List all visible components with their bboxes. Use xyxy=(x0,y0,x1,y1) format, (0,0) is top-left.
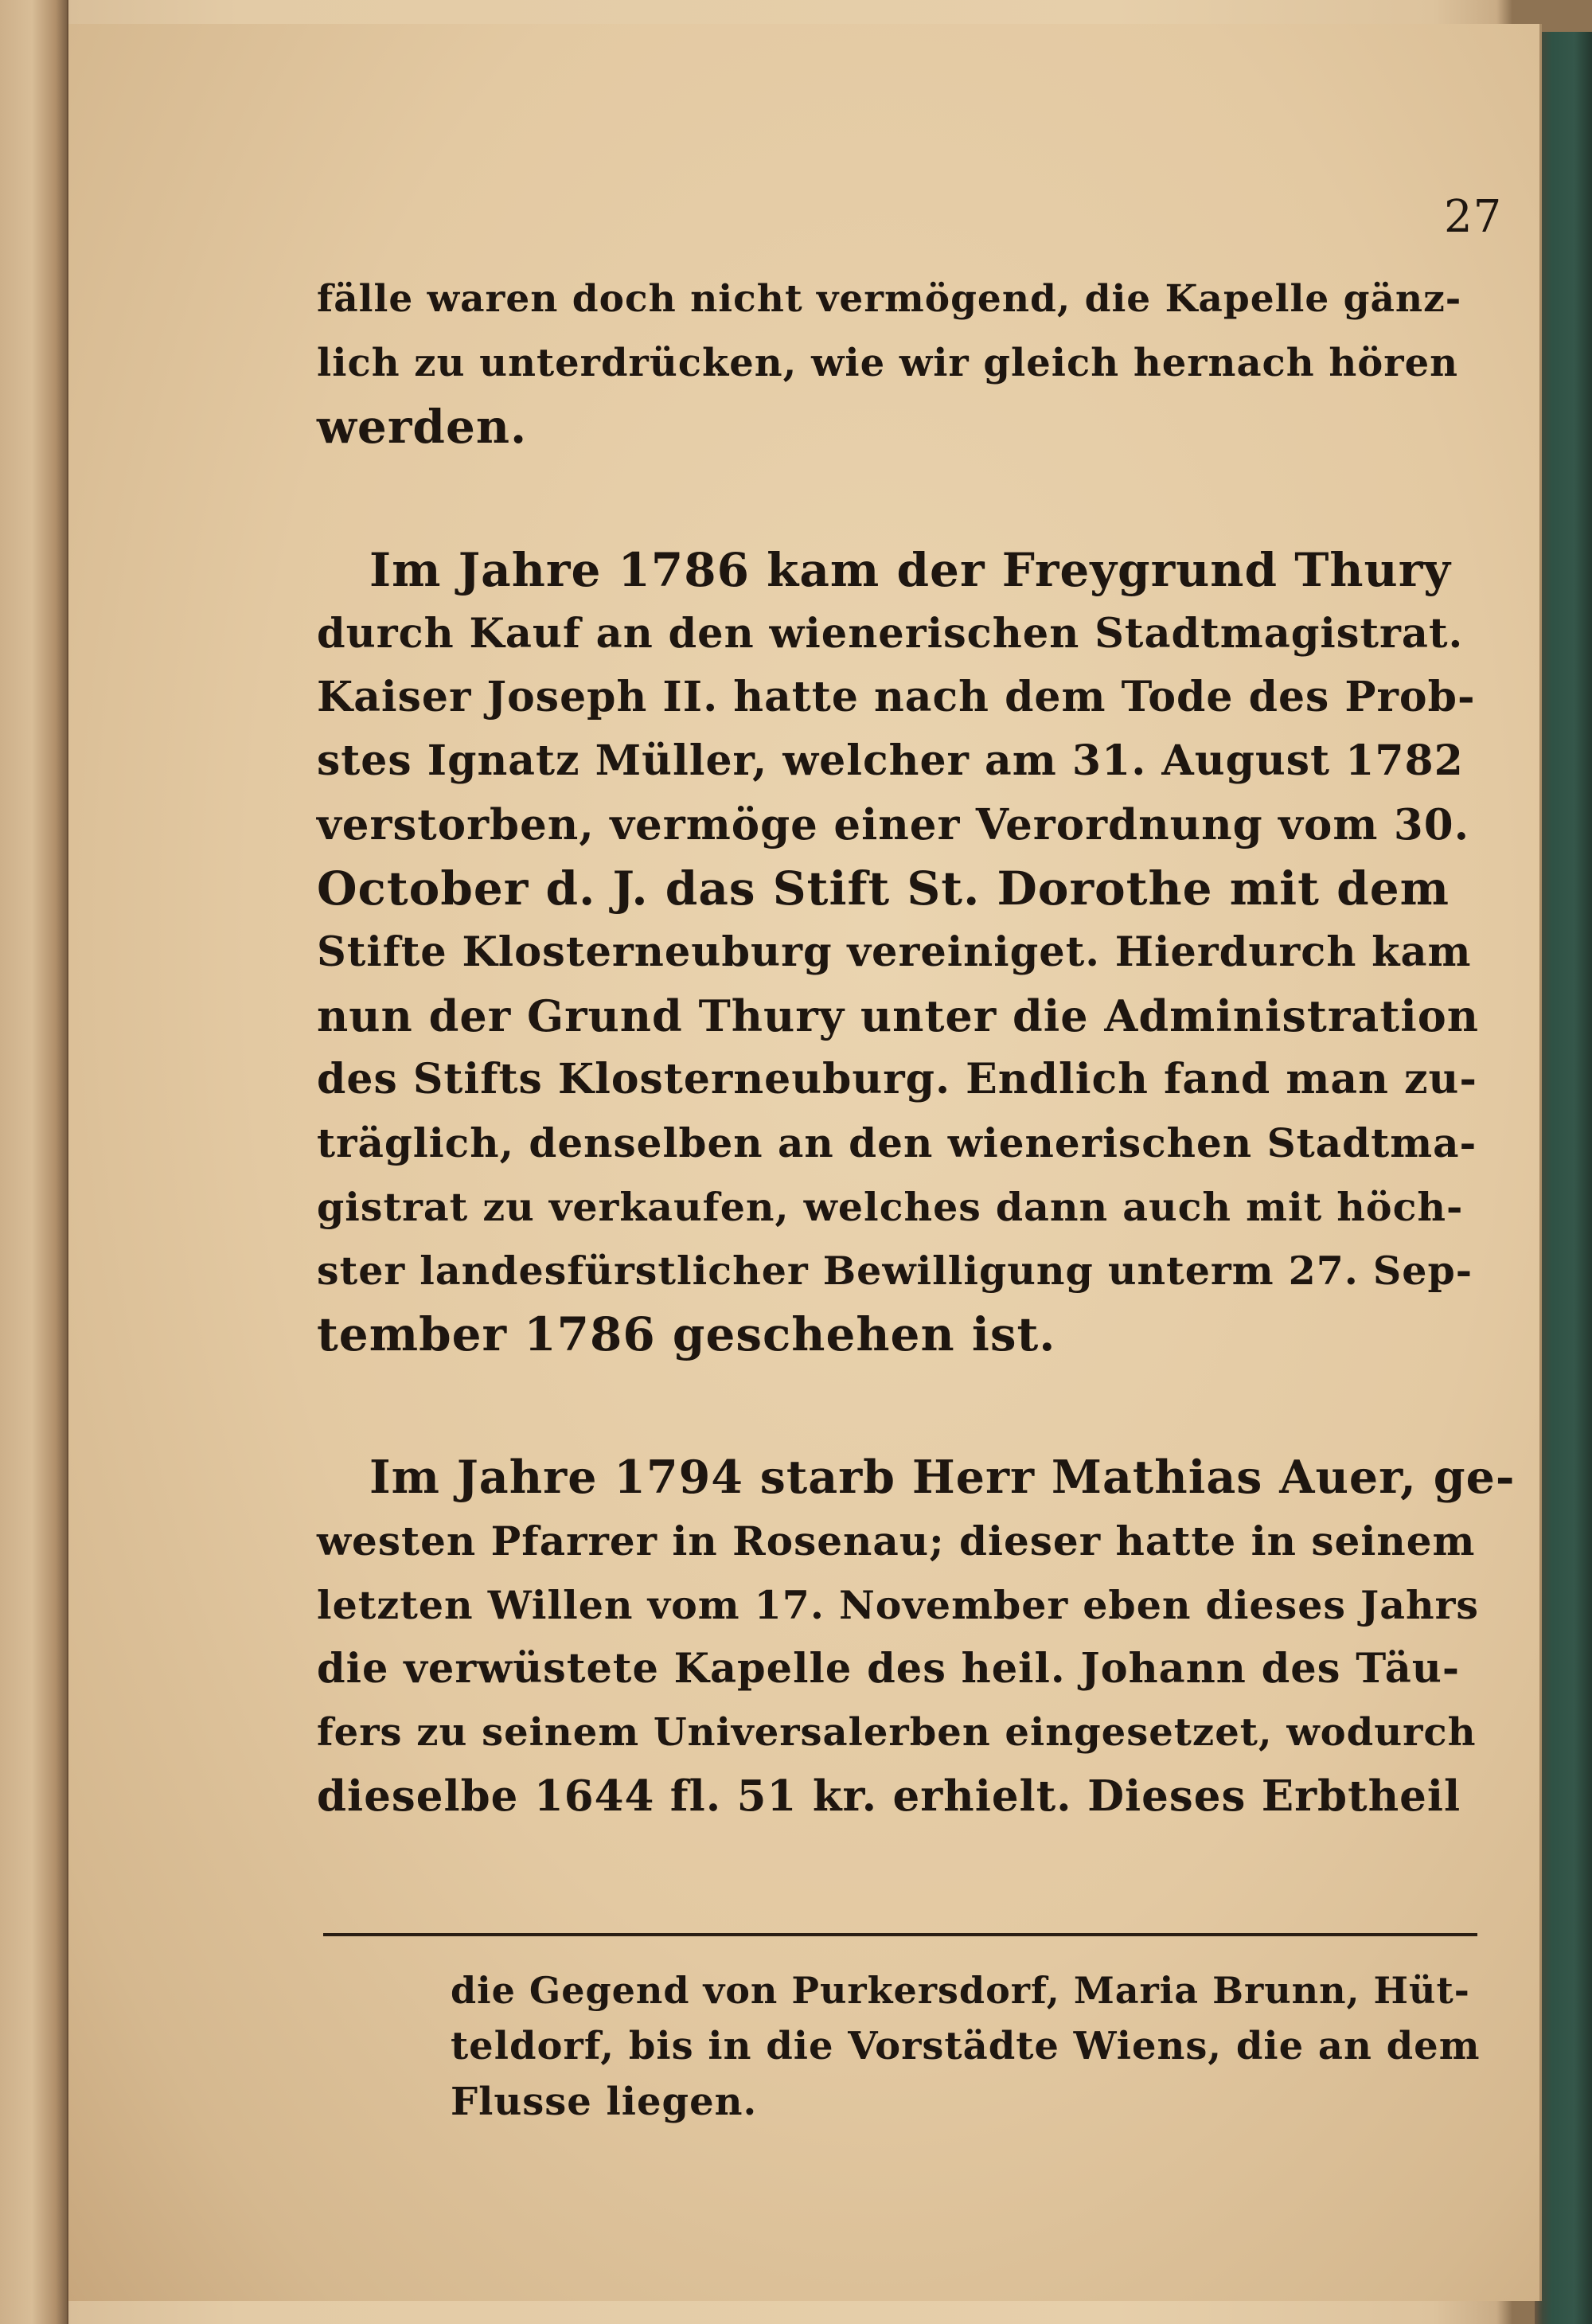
footnote-line: teldorf, bis in die Vorstädte Wiens, die an dem xyxy=(451,2024,1481,2068)
text-line: die verwüstete Kapelle des heil. Johann des Täu- xyxy=(317,1645,1461,1693)
footnote-line: die Gegend von Purkersdorf, Maria Brunn, Hüt- xyxy=(451,1969,1470,2012)
text-line: Stifte Klosterneuburg vereiniget. Hierdurch kam xyxy=(317,928,1472,976)
text-line: gistrat zu verkaufen, welches dann auch mit höch- xyxy=(317,1184,1464,1230)
text-line: verstorben, vermöge einer Verordnung vom 30. xyxy=(317,800,1470,850)
text-line: fers zu seinem Universalerben eingesetzet, wodurch xyxy=(317,1710,1477,1755)
text-line: fälle waren doch nicht vermögend, die Kapelle gänz- xyxy=(317,277,1462,321)
text-line: träglich, denselben an den wienerischen Stadtma- xyxy=(317,1119,1477,1166)
text-line: durch Kauf an den wienerischen Stadtmagistrat. xyxy=(317,610,1464,658)
text-line: dieselbe 1644 fl. 51 kr. erhielt. Dieses Erbtheil xyxy=(317,1771,1461,1821)
text-line: Im Jahre 1786 kam der Freygrund Thury xyxy=(369,543,1451,597)
text-line: nun der Grund Thury unter die Administration xyxy=(317,990,1480,1041)
text-line: October d. J. das Stift St. Dorothe mit dem xyxy=(317,861,1450,916)
text-line: Kaiser Joseph II. hatte nach dem Tode des Prob- xyxy=(317,673,1476,721)
text-line: Im Jahre 1794 starb Herr Mathias Auer, ge- xyxy=(369,1451,1516,1504)
text-line: tember 1786 geschehen ist. xyxy=(317,1307,1056,1361)
text-line: des Stifts Klosterneuburg. Endlich fand man zu- xyxy=(317,1055,1477,1103)
book-cover-edge xyxy=(1535,32,1592,2324)
footnote-line: Flusse liegen. xyxy=(451,2080,758,2124)
book-page xyxy=(68,24,1542,2301)
left-page-edge xyxy=(0,0,68,2324)
text-line: werden. xyxy=(317,400,528,454)
text-line: westen Pfarrer in Rosenau; dieser hatte in seinem xyxy=(317,1517,1476,1564)
text-line: letzten Willen vom 17. November eben dieses Jahrs xyxy=(317,1582,1479,1628)
footnote-rule xyxy=(323,1933,1477,1936)
text-line: lich zu unterdrücken, wie wir gleich hernach hören xyxy=(317,341,1459,385)
text-line: stes Ignatz Müller, welcher am 31. August 1782 xyxy=(317,736,1464,785)
text-line: ster landesfürstlicher Bewilligung unterm 27. Sep- xyxy=(317,1248,1473,1294)
page-number: 27 xyxy=(1444,191,1503,243)
